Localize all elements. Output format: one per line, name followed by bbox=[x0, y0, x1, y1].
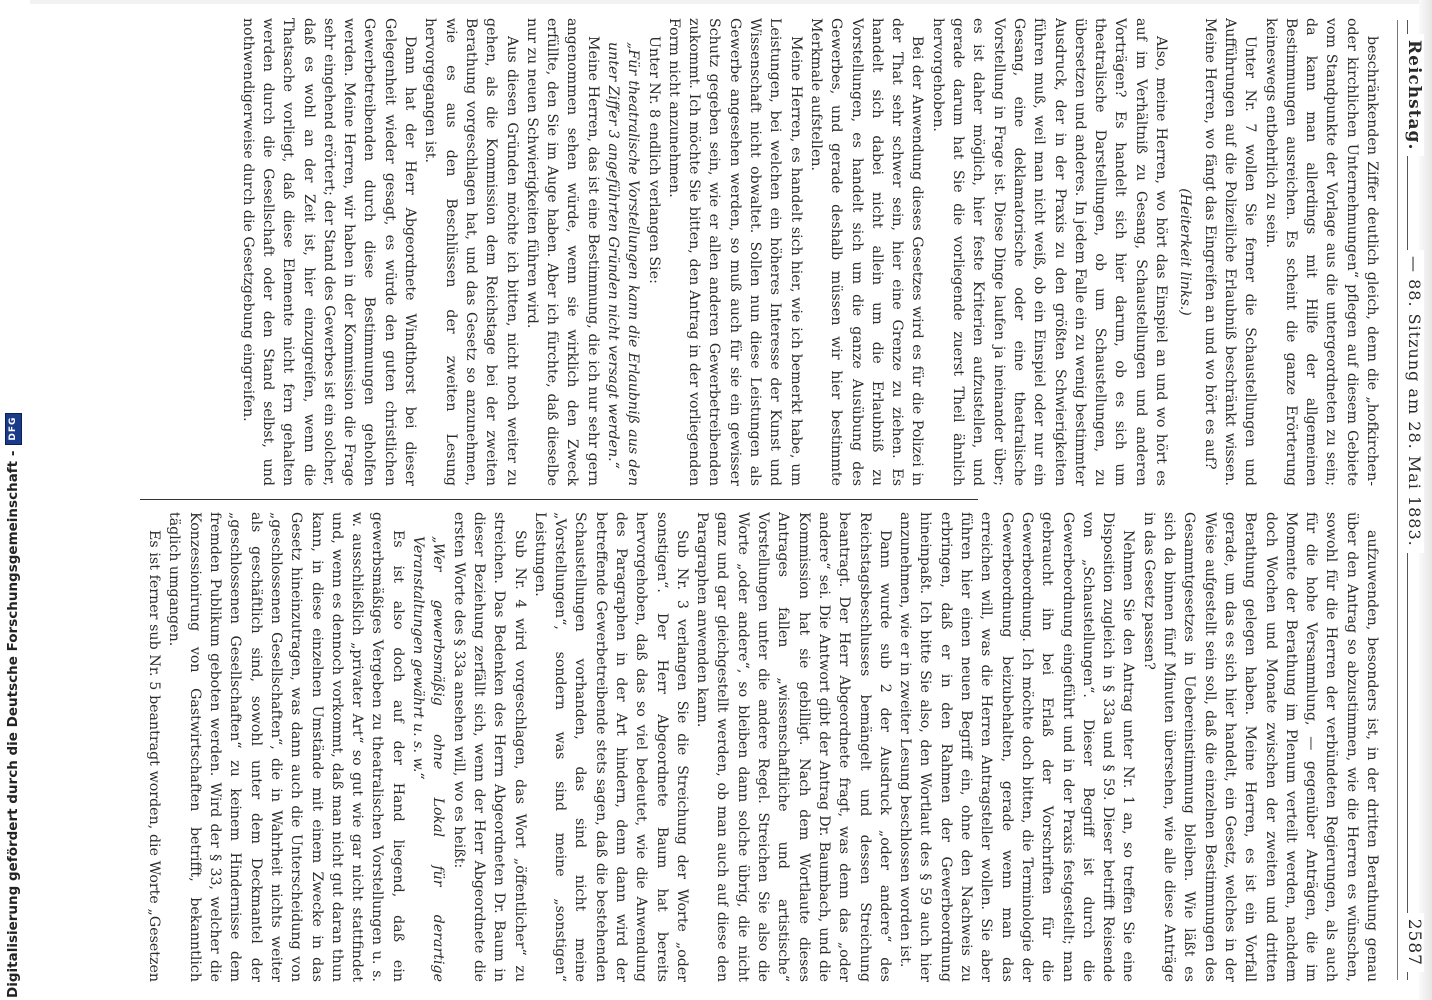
page-number: 2587 bbox=[1404, 913, 1424, 972]
paragraph: Also, meine Herren, wo hört das Einspiel an und wo hört es auf im Verhältniß zu Gesang, Schaustellungen und anderen Vorträgen? Es handelt sich hier darum, ob es sich um theatralische Darstellungen, ob um Schaustellungen, zu übersetzen und anderes. In jedem Falle ein zu wenig bestimmter Ausdruck, der in der Praxis zu den größten Schwierigkeiten führen muß, weil man nicht weiß, ob ein Einspiel oder nur ein Gesang, eine deklamatorische oder eine theatralische Vorstellung in Frage ist. Diese Dinge laufen ja ineinander über; es ist daher möglich, hier feste Kriterien aufzustellen, und gerade darum hat Sie die vorliegende zuerst Theil ähnlich hervorgehoben. bbox=[929, 18, 1170, 486]
quoted-provision: „Wer gewerbsmäßig ohne Lokal für derartige Veranstaltungen gewährt u. s. w.“ bbox=[410, 536, 447, 982]
paragraph: Sub Nr. 3 verlangen Sie die Streichung der Worte „oder sonstigen“. Der Herr Abgeordnete Baum hat bereits hervorgehoben, daß das so viel bedeutet, wie die Anwendung des Paragraphen in der Art hindern, denn dann wird der betreffende Gewerbetreibende stets sagen, daß die bestehenden Schaustellungen vorhanden, das sind nicht meine „Vorstellungen“, sondern was sind meine „sonstigen“ Leistungen. bbox=[531, 512, 690, 982]
paragraph: Aus diesen Gründen möchte ich bitten, nicht noch weiter zu gehen, als die Kommission dem Reichstage bei der zweiten Berathung vorgeschlagen hat, und das Gesetz so anzunehmen, wie es aus den Beschlüssen der zweiten Lesung hervorgegangen ist. bbox=[422, 18, 520, 486]
column-right bbox=[142, 512, 1382, 982]
quoted-provision: „Für theatralische Vorstellungen kann die Erlaubniß aus den unter Ziffer 3 angeführten Gründen nicht versagt werden.“ bbox=[605, 42, 642, 486]
paragraph: Es ist ferner sub Nr. 5 beantragt worden, die Worte „Gesetzen bbox=[146, 530, 163, 982]
paragraph: Meine Herren, es handelt sich hier, wie ich bemerkt habe, um Leistungen, bei welchen ein höheres Interesse der Kunst und Wissenschaft nicht obwaltet. Sollen nun diese Leistungen als Gewerbe angesehen werden, so muß auch für sie ein gewisser Schutz gegeben sein, wie er allen anderen Gewerbetreibenden zukommt. Ich möchte Sie bitten, den Antrag in der vorliegenden Form nicht anzunehmen. bbox=[665, 18, 804, 486]
paragraph: Unter Nr. 8 endlich verlangen Sie: bbox=[645, 36, 662, 284]
rotated-print-page bbox=[134, 0, 1430, 1000]
paragraph: Dann hat der Herr Abgeordnete Windthorst bei dieser Gelegenheit wieder gesagt, es würde den guten christlichen Gewerbetreibenden durch diese Bestimmungen geholfen werden. Meine Herren, wir haben in der Kommission die Frage sehr eingehend erörtert; der Stand des Gewerbes ist ein solcher, daß es wohl an der Zeit ist, hier einzugreifen, wenn die Thatsache vorliegt, daß diese Elemente nicht fern gehalten werden durch die Gesellschaft oder den Stand selbst, und nothwendigerweise durch die Gesetzgebung eingreifen. bbox=[239, 18, 419, 486]
paragraph: beschränkenden Ziffer deutlich gleich, denn die „hofkirchen- oder kirchlichen Unternehmungen“ pflegen auf diesem Gebiete vom Standpunkte der Vorlage aus die untergeordneten zu sein; da kann man allerdings mit Hilfe der allgemeinen Bestimmungen ausreichen. Es scheint die ganze Erörterung keineswegs entbehrlich zu sein. bbox=[1262, 18, 1380, 486]
digitization-credit bbox=[2, 0, 24, 998]
paragraph: Bei der Anwendung dieses Gesetzes wird es für die Polizei in der That sehr schwer sein, hier eine Grenze zu ziehen. Es handelt sich dabei nicht allein um die Erlaubniß zu Vorstellungen, es handelt sich um die ganze Ausübung des Gewerbes, und gerade deshalb müssen wir hier bestimmte Merkmale aufstellen. bbox=[807, 18, 926, 486]
page-header bbox=[1388, 20, 1428, 980]
column-left bbox=[142, 18, 1382, 486]
paragraph: Unter Nr. 7 wollen Sie ferner die Schaustellungen und Aufführungen auf die Polizeiliche Erlaubniß beschränkt wissen. Meine Herren, wo fängt das Eingreifen an und wo hört es auf? bbox=[1201, 18, 1259, 486]
header-rule-2 bbox=[1397, 20, 1398, 980]
dfg-logo-icon: DFG bbox=[5, 413, 22, 445]
paragraph: Es ist also doch auf der Hand liegend, daß ein gewerbsmäßiges Vergeben zu theatralischen Vorstellungen u. s. w. ausschließlich „privater Art“ so gut wie gar nicht stattfindet und, wenn es dennoch vorkommt, daß man nicht gut daran thun kann, in diese einzelnen Umstände mit einem Zwecke in das Gesetz hineinzutragen, was dann auch die Unterscheidung von „geschlossenen Gesellschaften“, die in Wahrheit nichts weiter als geschäftlich sind, sowohl unter dem Deckmantel der „geschlossenen Gesellschaften“ zu keinem Hindernisse dem fremden Publikum geboten werden. Wird der § 33, welcher die Konzessionirung von Gastwirtschaften betrifft, bekanntlich täglich umgangen. bbox=[166, 512, 406, 982]
interjection: (Heiterkeit links.) bbox=[1177, 188, 1194, 316]
paragraph: Meine Herren, das ist eine Bestimmung, die ich nur sehr gern angenommen sehen würde, wenn sie wirklich den Zweck erfüllte, den Sie im Auge haben. Aber ich fürchte, daß dieselbe nur zu neuen Schwierigkeiten führen wird. bbox=[523, 18, 601, 486]
header-session: — 88. Sitzung am 28. Mai 1883. bbox=[1405, 250, 1424, 553]
paragraph: Nehmen Sie den Antrag unter Nr. 1 an, so treffen Sie eine Disposition zugleich in § 33a und § 59. Dieser betrifft Reisende von „Schaustellungen“. Dieser Begriff ist durch die Gewerbeordnung eingeführt und in der Praxis festgestellt; man gebraucht ihn bei Erlaß der Vorschriften für die Gewerbeordnung. Ich möchte doch bitten, die Terminologie der Gewerbeordnung beizubehalten, gerade wenn man das erreichen will, was die Herren Antragsteller wollen. Sie aber führen hier einen neuen Begriff ein, ohne den Nachweis zu erbringen, daß er in den Rahmen der Gewerbeordnung hineinpaßt. Ich bitte Sie also, den Wortlaut des § 59 auch hier anzunehmen, wie er in zweiter Lesung beschlossen worden ist. bbox=[897, 512, 1137, 982]
paragraph: Sub Nr. 4 wird vorgeschlagen, das Wort „öffentlicher“ zu streichen. Das Bedenken des Herrn Abgeordneten Dr. Baum in dieser Beziehung zerfällt sich, wenn der Herr Abgeordnete die ersten Worte des § 33a ansehen will, wo es heißt: bbox=[450, 512, 528, 982]
paragraph: Dann wurde sub 2 der Ausdruck „oder andere“ des Reichstagsbeschlusses bemängelt und dessen Streichung beantragt. Der Herr Abgeordnete fragt, was denn das „oder andere“ sei. Die Antwort gibt der Antrag Dr. Baumbach, und die Kommission hat sie gebilligt. Nach dem Wortlaute dieses Antrages fallen „wissenschaftliche und artistische“ Vorstellungen unter die andere Regel. Streichen Sie also die Worte „oder andere“, so bleiben dann solche übrig, die nicht ganz und gar gleichgestellt werden, ob man auch auf diese den Paragraphen anwenden kann. bbox=[694, 512, 893, 982]
column-divider bbox=[140, 499, 978, 500]
header-publication: Reichstag. bbox=[1404, 34, 1424, 156]
credit-text: Digitalisierung gefördert durch die Deutsche Forschungsgemeinschaft - bbox=[5, 450, 21, 998]
paragraph: aufzuwenden, besonders ist, in der dritten Berathung genau über den Antrag so abzustimmen, wie die Herren es wünschen, sowohl für die Herren der verbündeten Regierungen, als auch für die hohe Versammlung, — gegenüber Anträgen, die im Momente der Berathung im Plenum verteilt werden, nachdem doch Wochen und Monate zwischen der zweiten und dritten Berathung gelegen haben. Meine Herren, es ist ein Vorfall gerade, um das es sich hier handelt, ein Gesetz, welches in der Weise aufgestellt sein soll, daß die einzelnen Bestimmungen des Gesammtgesetzes in Uebereinstimmung bleiben. Wie läßt es sich da binnen fünf Minuten übersehen, wie alle diese Anträge in das Gesetz passen? bbox=[1140, 512, 1380, 982]
